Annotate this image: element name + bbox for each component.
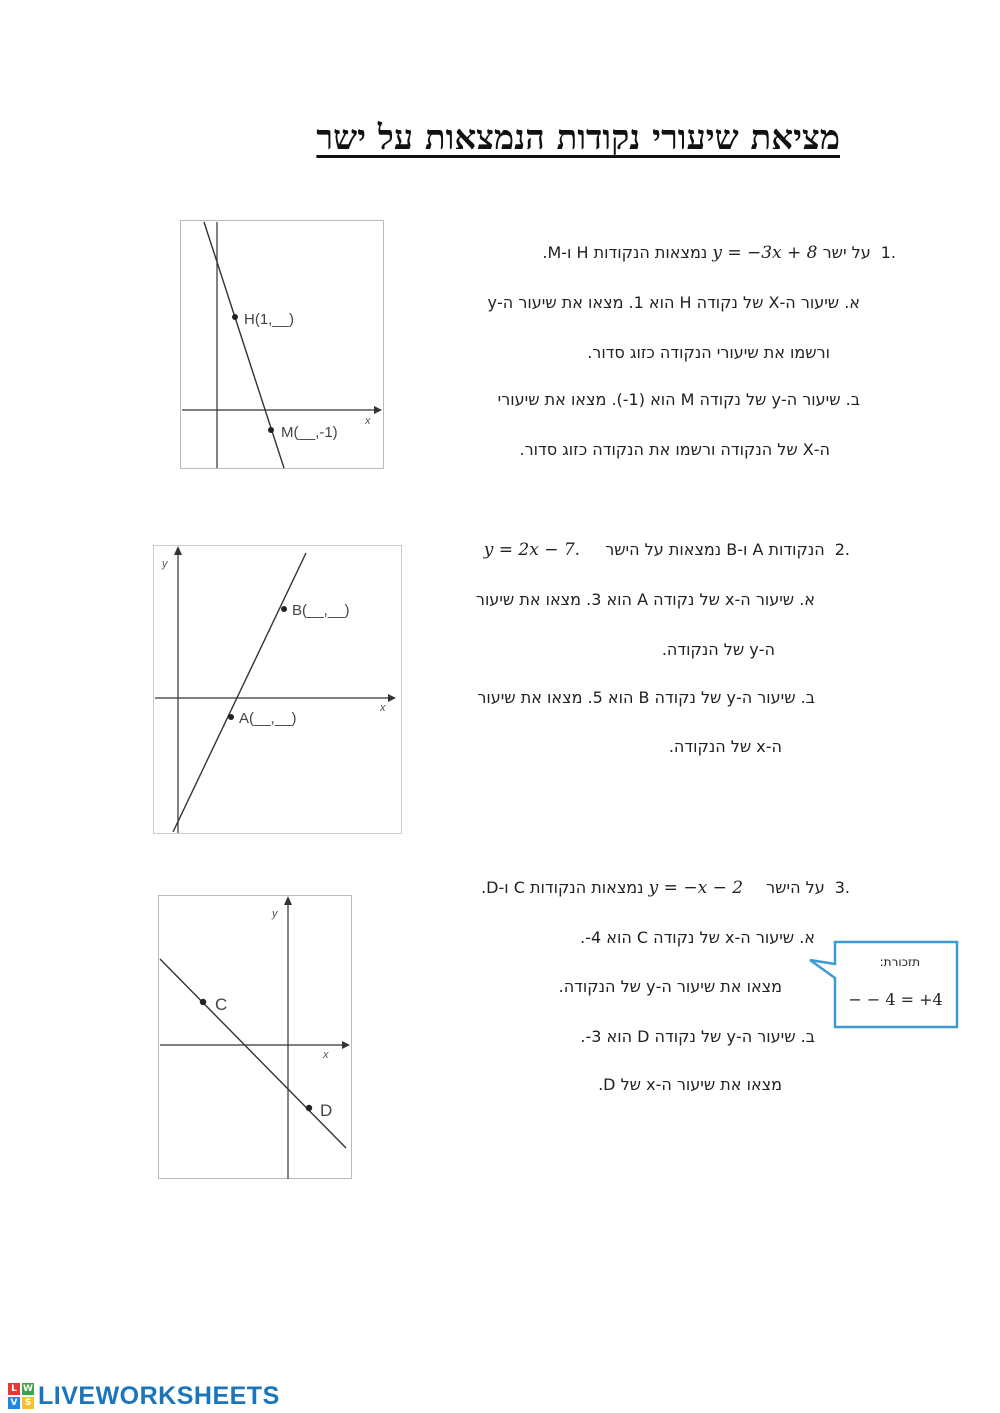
x-axis-label: x xyxy=(323,1049,329,1061)
q2-a-line1: א. שיעור ה-x של נקודה A הוא 3. מצאו את שיעור xyxy=(475,590,815,609)
q1-a-line2: ורשמו את שיעורי הנקודה כזוג סדור. xyxy=(587,343,830,362)
logo-cell: W xyxy=(23,1384,33,1394)
q1-stem: .1על ישר y = −3x + 8 נמצאות הנקודות H ו-M. xyxy=(542,243,896,263)
brand-name: LIVEWORKSHEETS xyxy=(38,1381,280,1410)
page-title: מציאת שיעורי נקודות הנמצאות על ישר xyxy=(316,118,840,158)
label-a: A(__,__) xyxy=(239,710,297,727)
x-axis-arrow xyxy=(388,694,396,702)
x-axis-label: x xyxy=(380,702,386,714)
x-axis-arrow xyxy=(342,1041,350,1049)
graph-frame xyxy=(154,546,402,834)
y-axis-arrow xyxy=(174,546,182,555)
graph-q3 xyxy=(158,895,353,1180)
q2-b-line2: ה-x של הנקודה. xyxy=(668,737,782,756)
point-c xyxy=(200,999,206,1005)
point-m xyxy=(268,427,274,433)
logo-cell: L xyxy=(8,1383,20,1395)
footer-brand xyxy=(8,1380,280,1412)
q2-b-line1: ב. שיעור ה-y של נקודה B הוא 5. מצאו את שיעור xyxy=(477,688,815,707)
point-d xyxy=(306,1105,312,1111)
reminder-callout xyxy=(805,940,960,1030)
q2-a-line2: ה-y של הנקודה. xyxy=(661,640,775,659)
q3-b-line1: ב. שיעור ה-y של נקודה D הוא 3-. xyxy=(580,1027,815,1046)
line-q2 xyxy=(173,553,306,832)
x-axis-arrow xyxy=(374,406,382,414)
label-b: B(__,__) xyxy=(292,602,350,619)
q1-b-line2: ה-X של הנקודה ורשמו את הנקודה כזוג סדור. xyxy=(519,440,830,459)
reminder-title: תזכורת: xyxy=(879,955,920,969)
point-h xyxy=(232,314,238,320)
label-h: H(1,__) xyxy=(244,311,295,328)
graph-frame xyxy=(159,896,352,1179)
q2-stem: .2הנקודות A ו-B נמצאות על הישר y = 2x − 7. xyxy=(483,540,850,560)
line-q3 xyxy=(160,959,346,1148)
graph-q2 xyxy=(153,545,403,835)
q3-b-line2: מצאו את שיעור ה-x של D. xyxy=(598,1075,782,1094)
y-axis-label: y xyxy=(272,908,278,920)
label-m: M(__,-1) xyxy=(281,424,338,441)
q1-b-line1: ב. שיעור ה-y של נקודה M הוא (1-). מצאו את שיעורי xyxy=(497,390,860,409)
q1-a-line1: א. שיעור ה-X של נקודה H הוא 1. מצאו את שיעור ה-y xyxy=(487,293,860,312)
logo-cell: S xyxy=(22,1397,34,1409)
q3-a-line2: מצאו את שיעור ה-y של הנקודה. xyxy=(558,977,782,996)
y-axis-arrow xyxy=(284,896,292,905)
point-a xyxy=(228,714,234,720)
liveworksheets-logo-icon xyxy=(8,1383,34,1409)
label-d: D xyxy=(320,1101,333,1120)
x-axis-label: x xyxy=(365,415,371,427)
q3-stem: .3על הישר y = −x − 2 נמצאות הנקודות C ו-D. xyxy=(481,878,850,898)
label-c: C xyxy=(215,995,228,1014)
logo-cell: V xyxy=(8,1397,20,1409)
q3-a-line1: א. שיעור ה-x של נקודה C הוא 4-. xyxy=(580,928,815,947)
y-axis-label: y xyxy=(162,558,168,570)
reminder-equation: − − 4 = +4 xyxy=(848,990,943,1009)
point-b xyxy=(281,606,287,612)
graph-q1 xyxy=(180,220,385,470)
